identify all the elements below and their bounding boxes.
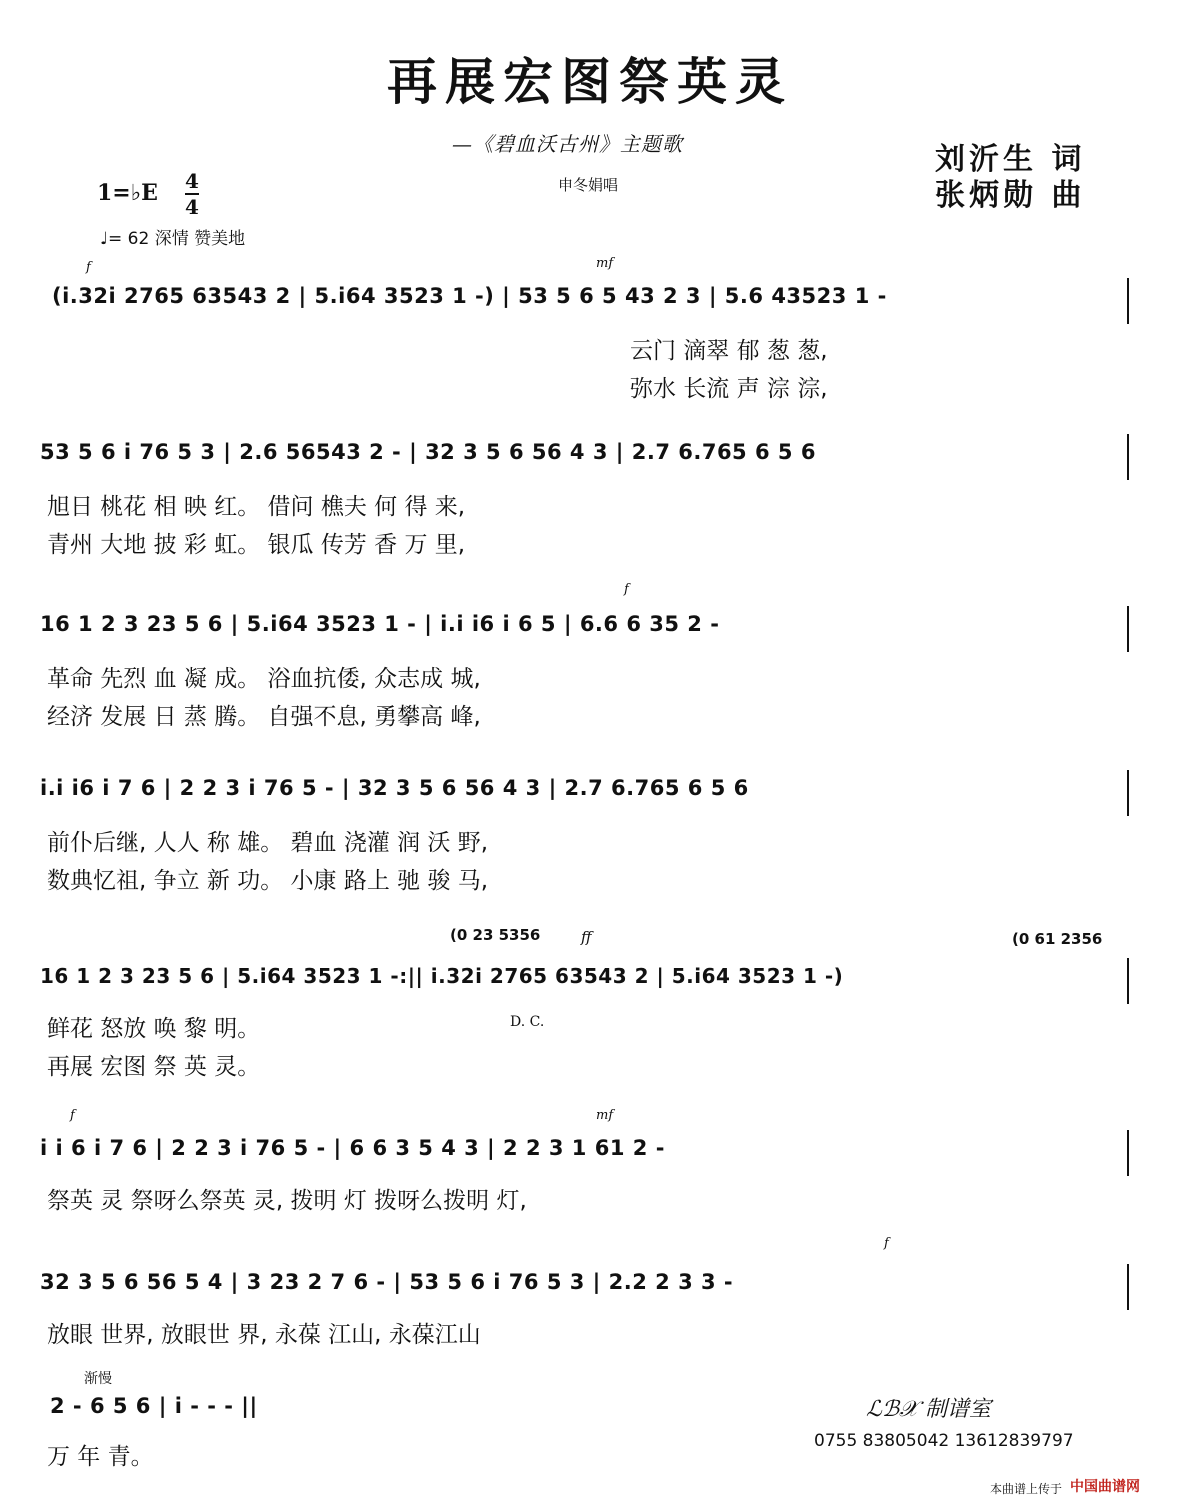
dynamic-mark: f	[884, 1236, 889, 1251]
lyric-verse-1: 革命 先烈 血 凝 成。 浴血抗倭, 众志成 城,	[47, 666, 481, 692]
lyric-verse-1: 祭英 灵 祭呀么祭英 灵, 拨明 灯 拨呀么拨明 灯,	[47, 1188, 527, 1214]
lead-in-notes: (0 61 2356	[1012, 930, 1103, 948]
studio-signature: ℒℬ𝒳 制谱室	[866, 1397, 992, 1422]
upload-note: 本曲谱上传于	[990, 1482, 1063, 1496]
notation-line: 16 1 2 3 23 5 6 | 5.i64 3523 1 -:|| i.32i 2765 63543 2 | 5.i64 3523 1 -)	[40, 964, 844, 988]
composer-credit: 张炳勋 曲	[935, 178, 1086, 213]
lyric-verse-1: 前仆后继, 人人 称 雄。 碧血 浇灌 润 沃 野,	[47, 830, 489, 856]
lyric-verse-2: 经济 发展 日 蒸 腾。 自强不息, 勇攀高 峰,	[47, 704, 481, 730]
barline	[1127, 770, 1129, 816]
barline	[1127, 606, 1129, 652]
lyric-verse-1: 云门 滴翠 郁 葱 葱,	[630, 338, 828, 364]
lyric-verse-2: 再展 宏图 祭 英 灵。	[47, 1054, 261, 1080]
dynamic-mark: mf	[596, 256, 614, 271]
lyric-verse-2: 数典忆祖, 争立 新 功。 小康 路上 驰 骏 马,	[47, 868, 489, 894]
subtitle: —《碧血沃古州》主题歌	[452, 132, 683, 156]
dynamic-mark: mf	[596, 1108, 614, 1123]
notation-line: i i 6 i 7 6 | 2 2 3 i 76 5 - | 6 6 3 5 4 3 | 2 2 3 1 61 2 -	[40, 1136, 665, 1160]
time-signature	[185, 170, 199, 218]
lyric-verse-2: 青州 大地 披 彩 虹。 银瓜 传芳 香 万 里,	[47, 532, 466, 558]
dynamic-mark: f	[70, 1108, 75, 1123]
song-title: 再展宏图祭英灵	[387, 52, 793, 111]
lead-in-notes: (0 23 5356	[450, 926, 541, 944]
barline	[1127, 434, 1129, 480]
barline	[1127, 278, 1129, 324]
site-logo: 中国曲谱网	[1070, 1479, 1140, 1495]
notation-line: (i.32i 2765 63543 2 | 5.i64 3523 1 -) | 53 5 6 5 43 2 3 | 5.6 43523 1 -	[52, 284, 887, 308]
tempo-change-mark: 渐慢	[84, 1371, 112, 1387]
barline	[1127, 1264, 1129, 1310]
notation-line: 16 1 2 3 23 5 6 | 5.i64 3523 1 - | i.i i6 i 6 5 | 6.6 6 35 2 -	[40, 612, 720, 636]
notation-line: i.i i6 i 7 6 | 2 2 3 i 76 5 - | 32 3 5 6 56 4 3 | 2.7 6.765 6 5 6	[40, 776, 749, 800]
lyric-verse-1: 放眼 世界, 放眼世 界, 永葆 江山, 永葆江山	[47, 1322, 481, 1348]
key-signature: 1=♭E	[97, 180, 158, 206]
lyric-verse-1: 旭日 桃花 相 映 红。 借问 樵夫 何 得 来,	[47, 494, 466, 520]
time-bottom: 4	[185, 195, 199, 219]
notation-line: 32 3 5 6 56 5 4 | 3 23 2 7 6 - | 53 5 6 i 76 5 3 | 2.2 2 3 3 -	[40, 1270, 734, 1294]
dc-marking: D. C.	[510, 1014, 545, 1030]
notation-line: 2 - 6 5 6 | i - - - ||	[50, 1394, 258, 1418]
dynamic-mark: f	[624, 582, 629, 597]
barline	[1127, 958, 1129, 1004]
notation-line: 53 5 6 i 76 5 3 | 2.6 56543 2 - | 32 3 5 6 56 4 3 | 2.7 6.765 6 5 6	[40, 440, 816, 464]
dynamic-mark: ff	[581, 928, 592, 946]
lyric-verse-2: 弥水 长流 声 淙 淙,	[630, 376, 828, 402]
dynamic-mark: f	[86, 260, 91, 275]
lyricist-credit: 刘沂生 词	[935, 142, 1086, 177]
barline	[1127, 1130, 1129, 1176]
time-top: 4	[185, 169, 199, 193]
singer-credit: 申冬娟唱	[558, 176, 619, 194]
phone-numbers: 0755 83805042 13612839797	[814, 1431, 1074, 1451]
tempo-marking: ♩= 62 深情 赞美地	[100, 229, 246, 249]
lyric-verse-1: 鲜花 怒放 唤 黎 明。	[47, 1016, 261, 1042]
lyric-verse-1: 万 年 青。	[47, 1444, 154, 1470]
